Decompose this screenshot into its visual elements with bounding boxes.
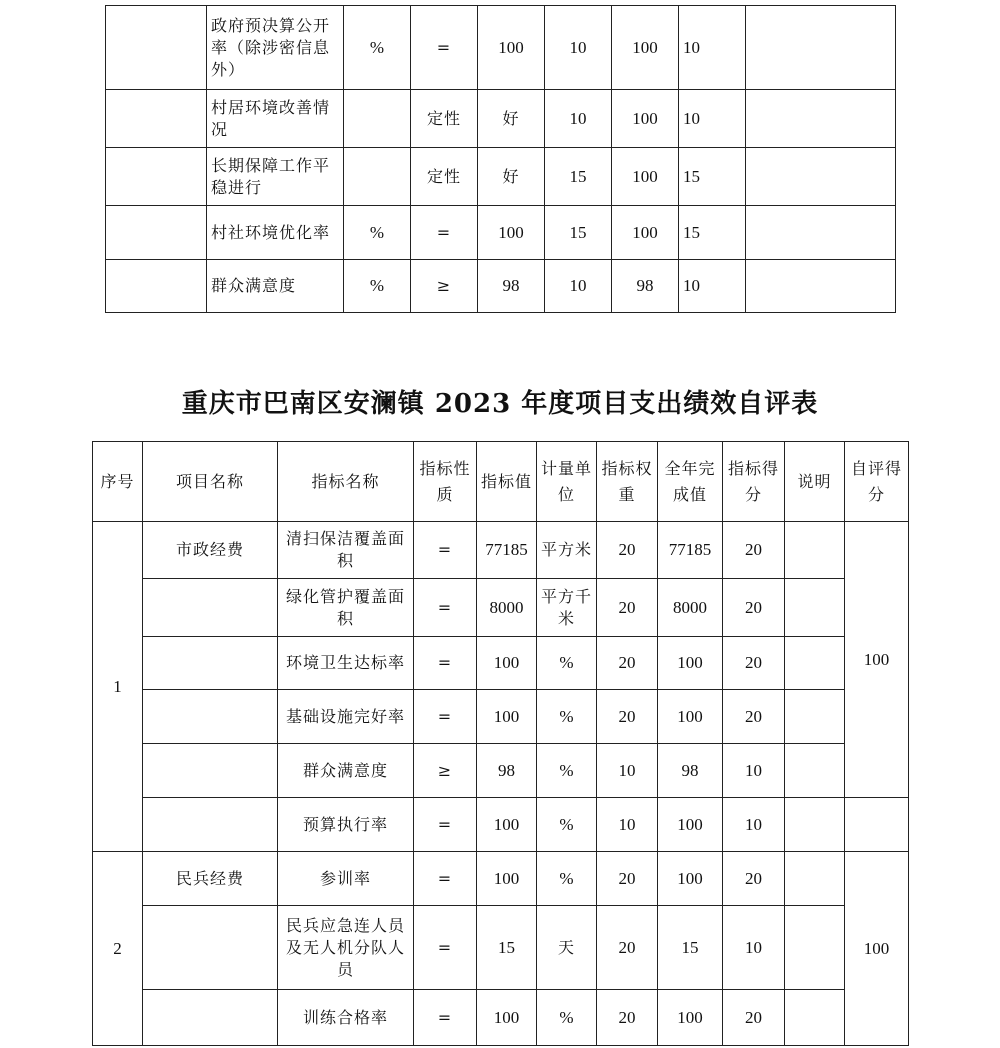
table-row: 训练合格率 = 100 % 20 100 20 bbox=[93, 990, 909, 1046]
table-row: 基础设施完好率 = 100 % 20 100 20 bbox=[93, 690, 909, 744]
top-table bbox=[105, 5, 896, 313]
performance-table bbox=[92, 441, 909, 1046]
table-row: 民兵应急连人员及无人机分队人员 = 15 天 20 15 10 bbox=[93, 906, 909, 990]
table-row: 群众满意度 % ≥ 98 10 98 10 bbox=[106, 260, 896, 313]
column-header: 项目名称 bbox=[143, 442, 278, 522]
table-row: 预算执行率 = 100 % 10 100 10 bbox=[93, 798, 909, 852]
indicator-name: 政府预决算公开率（除涉密信息外） bbox=[207, 6, 344, 90]
table-row: 长期保障工作平稳进行 定性 好 15 100 15 bbox=[106, 148, 896, 206]
column-header: 指标性质 bbox=[414, 442, 477, 522]
column-header: 指标值 bbox=[477, 442, 537, 522]
table-header-row bbox=[93, 442, 909, 522]
indicator-name: 基础设施完好率 bbox=[278, 690, 414, 744]
indicator-name: 清扫保洁覆盖面积 bbox=[278, 522, 414, 579]
sequence-number: 2 bbox=[93, 852, 143, 1046]
indicator-name: 村社环境优化率 bbox=[207, 206, 344, 260]
column-header: 序号 bbox=[93, 442, 143, 522]
project-name: 市政经费 bbox=[143, 522, 278, 579]
indicator-name: 绿化管护覆盖面积 bbox=[278, 579, 414, 637]
table-row: 村居环境改善情况 定性 好 10 100 10 bbox=[106, 90, 896, 148]
indicator-name: 参训率 bbox=[278, 852, 414, 906]
page-title: 重庆市巴南区安澜镇 2023 年度项目支出绩效自评表 bbox=[181, 389, 819, 419]
indicator-name: 环境卫生达标率 bbox=[278, 637, 414, 690]
indicator-name: 群众满意度 bbox=[207, 260, 344, 313]
self-score: 100 bbox=[845, 522, 909, 798]
indicator-name: 村居环境改善情况 bbox=[207, 90, 344, 148]
column-header: 指标名称 bbox=[278, 442, 414, 522]
sequence-number: 1 bbox=[93, 522, 143, 852]
column-header: 指标得分 bbox=[723, 442, 785, 522]
column-header: 说明 bbox=[785, 442, 845, 522]
table-row: 1 市政经费 清扫保洁覆盖面积 = 77185 平方米 20 77185 20 100 bbox=[93, 522, 909, 579]
table-row: 村社环境优化率 % = 100 15 100 15 bbox=[106, 206, 896, 260]
project-name: 民兵经费 bbox=[143, 852, 278, 906]
indicator-name: 长期保障工作平稳进行 bbox=[207, 148, 344, 206]
indicator-name: 训练合格率 bbox=[278, 990, 414, 1046]
table-row: 政府预决算公开率（除涉密信息外） % = 100 10 100 10 bbox=[106, 6, 896, 90]
column-header: 自评得分 bbox=[845, 442, 909, 522]
table-row: 环境卫生达标率 = 100 % 20 100 20 bbox=[93, 637, 909, 690]
column-header: 全年完成值 bbox=[658, 442, 723, 522]
column-header: 指标权重 bbox=[597, 442, 658, 522]
table-row: 群众满意度 ≥ 98 % 10 98 10 bbox=[93, 744, 909, 798]
indicator-name: 群众满意度 bbox=[278, 744, 414, 798]
table-row: 绿化管护覆盖面积 = 8000 平方千米 20 8000 20 bbox=[93, 579, 909, 637]
self-score: 100 bbox=[845, 852, 909, 1046]
table-row: 2 民兵经费 参训率 = 100 % 20 100 20 100 bbox=[93, 852, 909, 906]
indicator-name: 民兵应急连人员及无人机分队人员 bbox=[278, 906, 414, 990]
column-header: 计量单位 bbox=[537, 442, 597, 522]
indicator-name: 预算执行率 bbox=[278, 798, 414, 852]
